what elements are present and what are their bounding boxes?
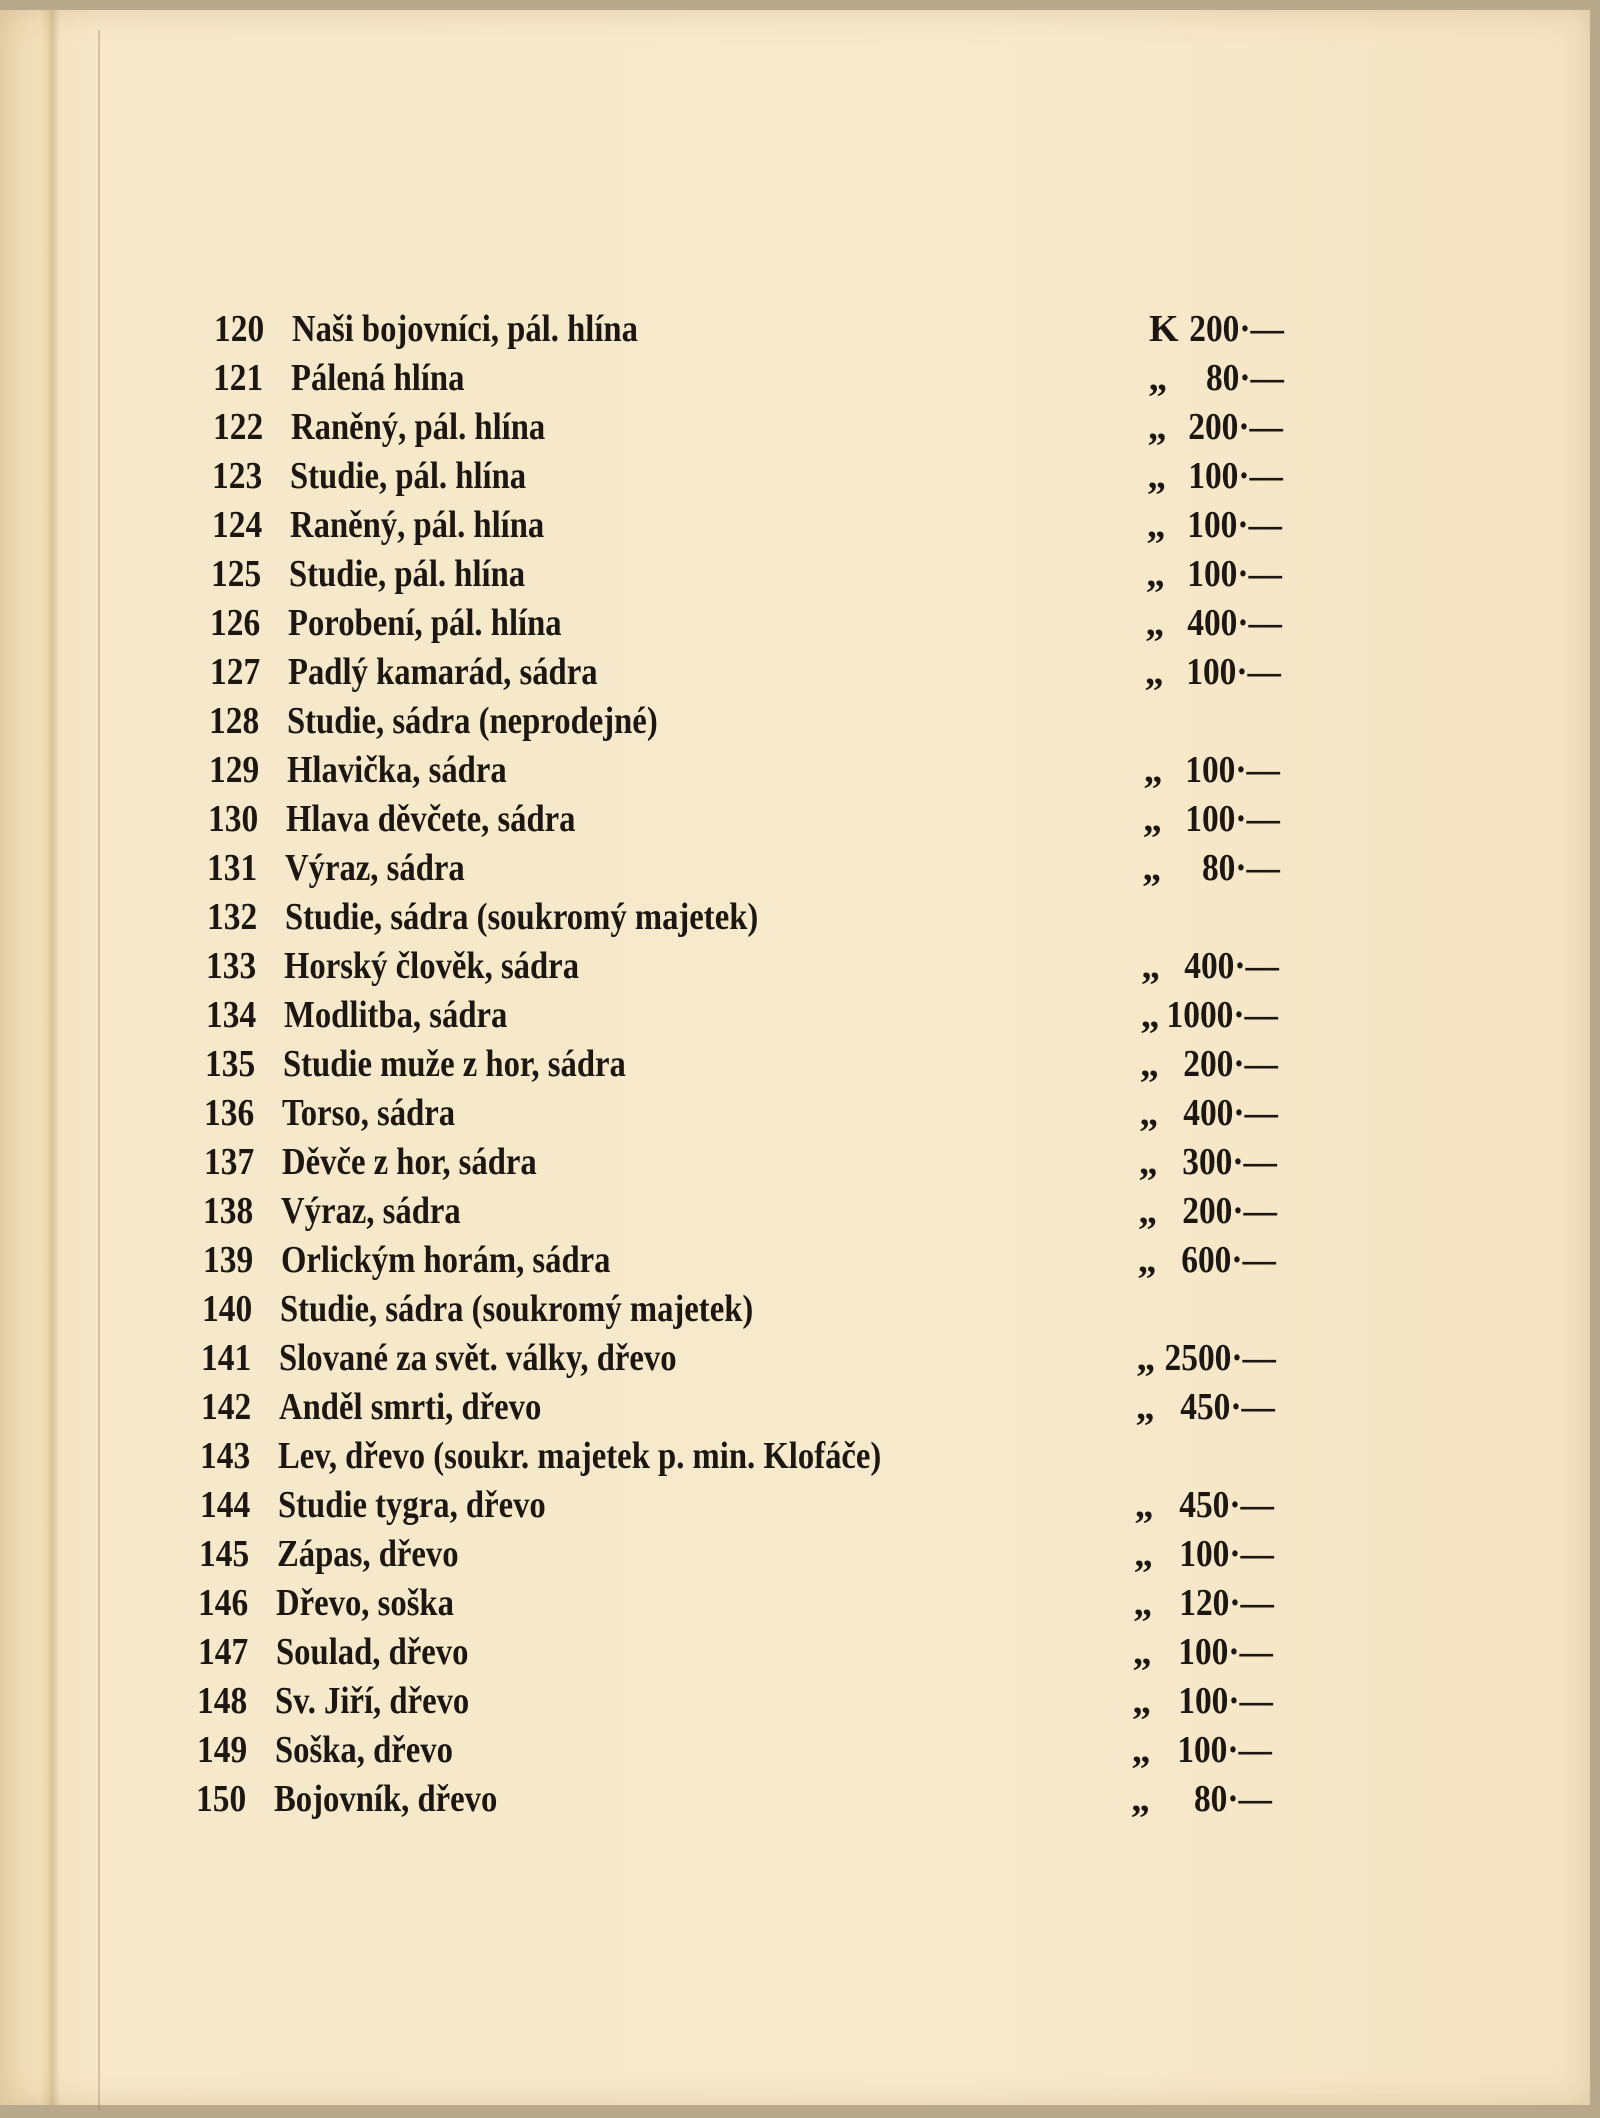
entry-price: 80·— <box>1201 847 1280 889</box>
entry-price: 100·— <box>1187 553 1282 595</box>
entry-number: 139 <box>202 1239 253 1281</box>
entry-title: Pálená hlína <box>291 357 465 399</box>
catalog-entry <box>198 1579 1273 1628</box>
entry-number: 133 <box>206 945 257 987</box>
entry-title: Lev, dřevo (soukr. majetek p. min. Klofáče) <box>278 1435 882 1477</box>
catalog-entry <box>214 305 1284 354</box>
entry-price: 400·— <box>1182 1092 1278 1134</box>
entry-number: 145 <box>199 1533 250 1575</box>
catalog-entry <box>197 1677 1273 1726</box>
currency-mark: „ <box>1132 1680 1152 1722</box>
currency-mark: „ <box>1146 553 1165 595</box>
entry-number: 121 <box>213 357 264 399</box>
entry-price: 100·— <box>1178 1631 1274 1673</box>
entry-title: Dřevo, soška <box>276 1582 455 1624</box>
currency-mark: „ <box>1138 1141 1158 1183</box>
entry-number: 149 <box>196 1729 247 1771</box>
entry-title: Studie, sádra (soukromý majetek) <box>284 896 759 938</box>
entry-number: 148 <box>197 1680 248 1722</box>
currency-mark: „ <box>1136 1337 1156 1379</box>
currency-mark: „ <box>1137 1239 1157 1281</box>
entry-price: 100·— <box>1178 1680 1273 1722</box>
catalog-entry <box>213 354 1283 403</box>
entry-title: Studie muže z hor, sádra <box>283 1043 626 1085</box>
currency-mark: „ <box>1147 406 1167 448</box>
currency-mark: „ <box>1140 994 1160 1036</box>
entry-title: Studie, pál. hlína <box>289 553 526 595</box>
entry-price: 80·— <box>1205 357 1284 399</box>
entry-title: Výraz, sádra <box>285 847 466 889</box>
entry-number: 140 <box>202 1288 253 1330</box>
entry-number: 137 <box>203 1141 254 1183</box>
entry-title: Studie, pál. hlína <box>290 455 527 497</box>
entry-title: Sv. Jiří, dřevo <box>275 1680 470 1722</box>
entry-number: 131 <box>207 847 258 889</box>
entry-number: 135 <box>205 1043 256 1085</box>
entry-title: Raněný, pál. hlína <box>290 406 546 448</box>
entry-number: 147 <box>197 1631 248 1673</box>
entry-price: 80·— <box>1193 1778 1272 1820</box>
entry-price: 100·— <box>1188 455 1283 497</box>
catalog-entry <box>207 844 1279 893</box>
entry-price: 300·— <box>1182 1141 1278 1183</box>
currency-mark: „ <box>1146 504 1166 546</box>
currency-mark: „ <box>1134 1484 1154 1526</box>
entry-title: Padlý kamarád, sádra <box>287 651 598 693</box>
currency-mark: „ <box>1135 1386 1155 1428</box>
catalog-entry <box>198 1628 1273 1677</box>
entry-price: 100·— <box>1179 1533 1274 1575</box>
entry-price: 2500·— <box>1164 1337 1276 1379</box>
entry-number: 138 <box>203 1190 254 1232</box>
entry-title: Porobení, pál. hlína <box>288 602 563 644</box>
entry-title: Horský člověk, sádra <box>284 945 580 987</box>
entry-price: 200·— <box>1188 406 1284 448</box>
page-fold <box>98 30 100 2110</box>
entry-number: 126 <box>210 602 261 644</box>
catalog-entry <box>208 795 1280 844</box>
entry-number: 129 <box>208 749 259 791</box>
entry-price: 100·— <box>1177 1729 1273 1771</box>
catalog-entry <box>210 648 1281 697</box>
entry-number: 142 <box>200 1386 251 1428</box>
catalog-entry <box>213 403 1283 452</box>
currency-mark: „ <box>1142 847 1162 889</box>
entry-price: 400·— <box>1184 945 1279 987</box>
entry-title: Výraz, sádra <box>281 1190 461 1232</box>
currency-mark: „ <box>1143 749 1163 791</box>
entry-price: 120·— <box>1178 1582 1274 1624</box>
entry-number: 146 <box>198 1582 249 1624</box>
entry-number: 130 <box>208 798 259 840</box>
entry-title: Soulad, dřevo <box>275 1631 469 1673</box>
entry-title: Torso, sádra <box>282 1092 456 1134</box>
entry-number: 144 <box>199 1484 250 1526</box>
catalog-entry <box>204 1138 1277 1187</box>
catalog-entry <box>206 991 1279 1040</box>
catalog-entry <box>211 550 1282 599</box>
entry-number: 123 <box>212 455 263 497</box>
currency-mark: „ <box>1138 1190 1158 1232</box>
entry-title: Studie, sádra (neprodejné) <box>287 700 658 742</box>
entry-number: 128 <box>209 700 260 742</box>
entry-price: 450·— <box>1180 1386 1276 1428</box>
entry-title: Raněný, pál. hlína <box>289 504 544 546</box>
currency-mark: „ <box>1148 357 1168 399</box>
catalog-entry <box>206 942 1279 991</box>
entry-number: 150 <box>196 1778 247 1820</box>
entry-price: 200·— <box>1182 1190 1277 1232</box>
entry-price: 600·— <box>1181 1239 1277 1281</box>
catalog-entry <box>205 1040 1278 1089</box>
catalog-entry <box>210 599 1281 648</box>
entry-title: Hlavička, sádra <box>286 749 507 791</box>
catalog-entry <box>212 452 1283 501</box>
entry-title: Anděl smrti, dřevo <box>278 1386 542 1428</box>
currency-mark: „ <box>1133 1582 1153 1624</box>
entry-title: Slované za svět. války, dřevo <box>279 1337 677 1379</box>
catalog-entry <box>201 1383 1275 1432</box>
entry-title: Studie, sádra (soukromý majetek) <box>280 1288 754 1330</box>
catalog-entry <box>196 1775 1272 1824</box>
catalog-entry <box>203 1236 1277 1285</box>
entry-title: Děvče z hor, sádra <box>281 1141 537 1183</box>
entry-price: 100·— <box>1185 798 1280 840</box>
currency-mark: „ <box>1145 602 1165 644</box>
entry-number: 143 <box>200 1435 251 1477</box>
entry-number: 136 <box>204 1092 255 1134</box>
catalog-entry <box>197 1726 1273 1775</box>
catalog-entry <box>199 1530 1274 1579</box>
catalog-entry <box>212 501 1283 550</box>
catalog-entry <box>204 1089 1277 1138</box>
entry-number: 127 <box>209 651 260 693</box>
currency-mark: „ <box>1140 1043 1159 1085</box>
currency-mark: „ <box>1131 1729 1151 1771</box>
currency-mark: K <box>1149 308 1179 350</box>
entry-title: Studie tygra, dřevo <box>277 1484 546 1526</box>
catalog-entry <box>200 1481 1275 1530</box>
currency-mark: „ <box>1132 1631 1152 1673</box>
entry-price: 100·— <box>1185 749 1281 791</box>
entry-title: Bojovník, dřevo <box>274 1778 498 1820</box>
entry-title: Naši bojovníci, pál. hlína <box>292 308 638 350</box>
entry-price: 100·— <box>1186 651 1282 693</box>
entry-number: 132 <box>206 896 257 938</box>
entry-title: Hlava děvčete, sádra <box>286 798 576 840</box>
catalog-entry <box>201 1334 1275 1383</box>
entry-price: 1000·— <box>1166 994 1279 1036</box>
catalog-entry <box>209 746 1281 795</box>
catalog-entry <box>209 697 1281 746</box>
catalog-entry <box>203 1187 1277 1236</box>
currency-mark: „ <box>1131 1778 1150 1820</box>
entry-number: 134 <box>205 994 256 1036</box>
entry-number: 141 <box>201 1337 252 1379</box>
catalog-entry <box>202 1285 1276 1334</box>
currency-mark: „ <box>1147 455 1167 497</box>
entry-number: 120 <box>214 308 265 350</box>
catalog-entry <box>200 1432 1275 1481</box>
entry-price: 400·— <box>1186 602 1282 644</box>
currency-mark: „ <box>1141 945 1161 987</box>
entry-title: Orlickým horám, sádra <box>280 1239 611 1281</box>
entry-price: 200·— <box>1183 1043 1278 1085</box>
entry-number: 124 <box>211 504 262 546</box>
entry-price: 100·— <box>1187 504 1283 546</box>
currency-mark: „ <box>1143 798 1162 840</box>
entry-price: 200·— <box>1189 308 1284 350</box>
entry-title: Modlitba, sádra <box>283 994 507 1036</box>
currency-mark: „ <box>1144 651 1164 693</box>
entry-title: Zápas, dřevo <box>277 1533 459 1575</box>
currency-mark: „ <box>1134 1533 1153 1575</box>
currency-mark: „ <box>1139 1092 1159 1134</box>
entry-number: 122 <box>212 406 263 448</box>
catalog-entry <box>207 893 1279 942</box>
entry-number: 125 <box>211 553 262 595</box>
entry-title: Soška, dřevo <box>274 1729 453 1771</box>
entry-price: 450·— <box>1179 1484 1275 1526</box>
